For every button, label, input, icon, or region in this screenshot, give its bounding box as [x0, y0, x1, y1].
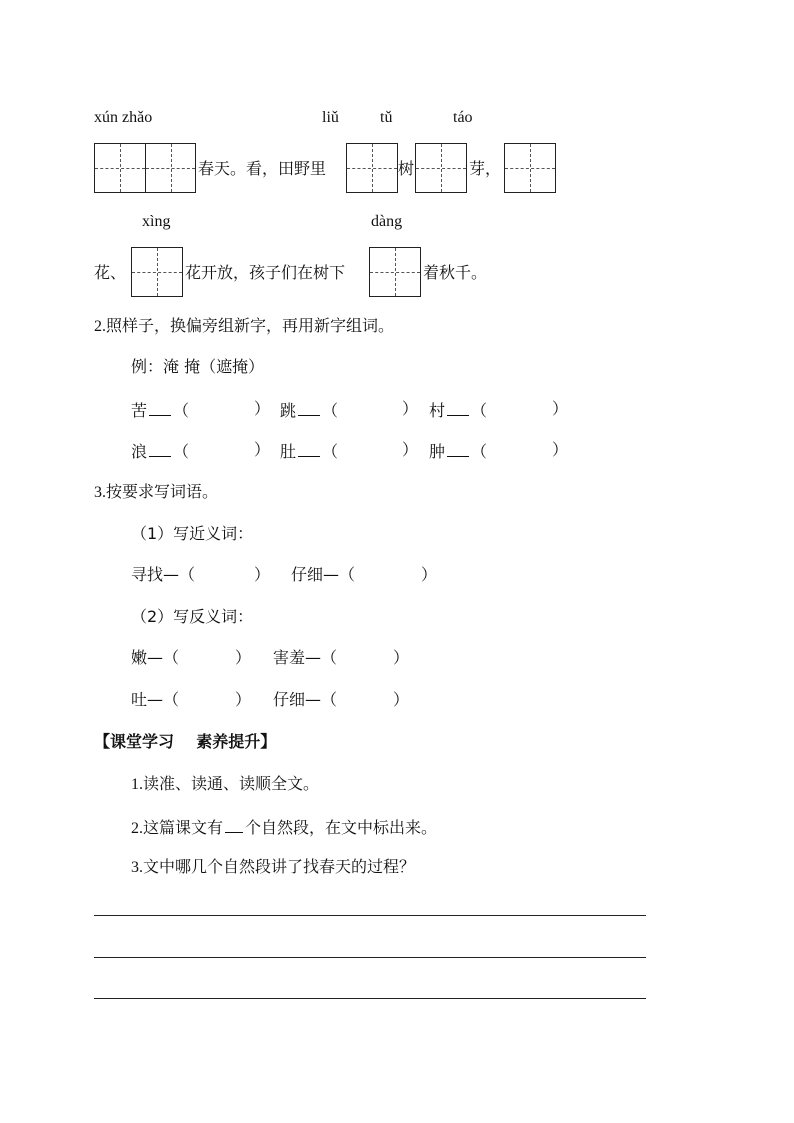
line1-text-b: 树 — [398, 159, 415, 178]
writing-cell[interactable] — [95, 144, 145, 192]
item-char: 跳 — [280, 401, 297, 420]
line1-text-c: 芽， — [469, 159, 502, 178]
radical-item — [131, 440, 189, 462]
task-text: 读准、读通、读顺全文。 — [143, 774, 320, 793]
task-3 — [131, 857, 415, 878]
answer-line[interactable] — [94, 998, 646, 999]
antonym-item: 仔细—（ — [273, 690, 338, 709]
writing-cell[interactable] — [505, 144, 555, 192]
line2-text-a: 花、 — [94, 263, 127, 282]
pinyin-liu: liǔ — [322, 109, 339, 126]
antonym-item: 嫩—（ — [131, 648, 180, 667]
close-paren: ） — [254, 399, 271, 418]
task-1 — [131, 774, 319, 795]
synonym-item: 仔细—（ — [291, 565, 356, 584]
answer-blank[interactable] — [447, 440, 469, 457]
question-2-title — [94, 316, 394, 337]
close-paren: ） — [393, 648, 410, 667]
task-text: 个自然段，在文中标出来。 — [245, 818, 438, 837]
writing-cell[interactable] — [145, 144, 195, 192]
pinyin-tu: tǔ — [380, 109, 393, 126]
question-3-title — [94, 482, 218, 503]
radical-item — [280, 440, 338, 462]
section-heading: 【课堂学习 素养提升】 — [94, 732, 277, 751]
line2-text-c: 着秋千。 — [423, 263, 488, 282]
radical-item — [131, 399, 189, 421]
writing-box-tu[interactable] — [415, 143, 467, 193]
pinyin-dang: dàng — [371, 213, 403, 230]
close-paren: ） — [402, 399, 419, 418]
pinyin-xunzhao: xún zhǎo — [94, 109, 153, 126]
answer-blank[interactable] — [298, 440, 320, 457]
antonym-item: 吐—（ — [131, 690, 180, 709]
item-char: 浪 — [131, 442, 148, 461]
writing-box-dang[interactable] — [369, 247, 421, 297]
answer-blank[interactable] — [149, 399, 171, 416]
example-line: 例：淹 掩（遮掩） — [131, 357, 265, 376]
pinyin-xing: xìng — [142, 213, 171, 230]
writing-cell[interactable] — [347, 144, 397, 192]
close-paren: ） — [552, 440, 569, 459]
answer-blank[interactable] — [298, 399, 320, 416]
answer-blank[interactable] — [447, 399, 469, 416]
radical-item — [429, 399, 487, 421]
writing-cell[interactable] — [416, 144, 466, 192]
answer-blank[interactable] — [149, 440, 171, 457]
open-paren: （ — [471, 401, 488, 420]
question-text: 照样子，换偏旁组新字，再用新字组词。 — [106, 316, 395, 335]
item-char: 苦 — [131, 401, 148, 420]
close-paren: ） — [235, 690, 252, 709]
line2-text-b: 花开放，孩子们在树下 — [185, 263, 346, 282]
writing-cell[interactable] — [132, 248, 182, 296]
antonym-heading: （2）写反义词： — [131, 607, 254, 626]
close-paren: ） — [393, 690, 410, 709]
open-paren: （ — [173, 442, 190, 461]
task-number: 3. — [131, 859, 143, 876]
writing-box-tao[interactable] — [504, 143, 556, 193]
writing-cell[interactable] — [370, 248, 420, 296]
radical-item — [280, 399, 338, 421]
question-number: 3. — [94, 484, 106, 501]
writing-box-xing[interactable] — [131, 247, 183, 297]
open-paren: （ — [322, 401, 339, 420]
open-paren: （ — [471, 442, 488, 461]
pinyin-tao: táo — [453, 109, 473, 126]
close-paren: ） — [254, 440, 271, 459]
close-paren: ） — [402, 440, 419, 459]
line1-text-a: 春天。看，田野里 — [198, 159, 327, 178]
question-text: 按要求写词语。 — [106, 482, 219, 501]
task-text: 这篇课文有 — [143, 818, 224, 837]
task-2 — [131, 816, 437, 839]
synonym-heading: （1）写近义词： — [131, 524, 254, 543]
antonym-item: 害羞—（ — [273, 648, 338, 667]
answer-line[interactable] — [94, 915, 646, 916]
writing-box-xunzhao[interactable] — [94, 143, 196, 193]
item-char: 肿 — [429, 442, 446, 461]
task-number: 2. — [131, 820, 143, 837]
close-paren: ） — [254, 565, 271, 584]
close-paren: ） — [235, 648, 252, 667]
item-char: 村 — [429, 401, 446, 420]
answer-blank[interactable] — [225, 816, 243, 833]
open-paren: （ — [322, 442, 339, 461]
answer-line[interactable] — [94, 957, 646, 958]
radical-item — [429, 440, 487, 462]
task-number: 1. — [131, 776, 143, 793]
writing-box-liu[interactable] — [346, 143, 398, 193]
close-paren: ） — [552, 399, 569, 418]
item-char: 肚 — [280, 442, 297, 461]
synonym-item: 寻找—（ — [131, 565, 196, 584]
task-text: 文中哪几个自然段讲了找春天的过程？ — [143, 857, 416, 876]
question-number: 2. — [94, 318, 106, 335]
open-paren: （ — [173, 401, 190, 420]
close-paren: ） — [421, 565, 438, 584]
